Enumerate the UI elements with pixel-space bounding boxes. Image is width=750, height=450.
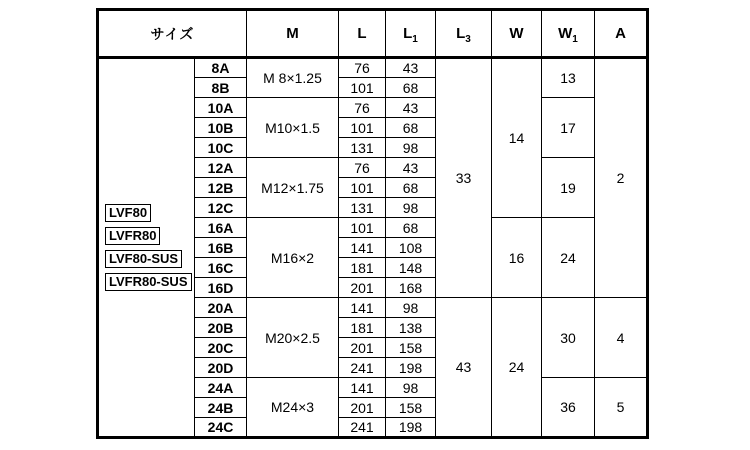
spec-table xyxy=(96,8,649,439)
size-code-cell: 8B xyxy=(195,78,247,98)
l-value-cell: 131 xyxy=(339,138,386,158)
table-header xyxy=(98,10,648,58)
size-code-cell: 10C xyxy=(195,138,247,158)
size-code-cell: 20B xyxy=(195,318,247,338)
size-code-cell: 20A xyxy=(195,298,247,318)
l1-value-cell: 158 xyxy=(386,398,436,418)
thread-spec-cell: M20×2.5 xyxy=(247,298,339,378)
product-series-badge: LVF80 xyxy=(105,204,151,222)
w-value-cell: 14 xyxy=(492,58,542,218)
l1-value-cell: 68 xyxy=(386,178,436,198)
size-code-cell: 24A xyxy=(195,378,247,398)
w1-value-cell: 13 xyxy=(542,58,595,98)
spec-table-wrapper xyxy=(96,8,649,439)
size-code-cell: 16D xyxy=(195,278,247,298)
w1-value-cell: 36 xyxy=(542,378,595,438)
l1-value-cell: 148 xyxy=(386,258,436,278)
size-code-cell: 10B xyxy=(195,118,247,138)
l-value-cell: 131 xyxy=(339,198,386,218)
a-value-cell: 5 xyxy=(595,378,648,438)
l1-value-cell: 98 xyxy=(386,298,436,318)
w-value-cell: 24 xyxy=(492,298,542,438)
w1-value-cell: 17 xyxy=(542,98,595,158)
l1-value-cell: 138 xyxy=(386,318,436,338)
size-code-cell: 12A xyxy=(195,158,247,178)
a-value-cell: 2 xyxy=(595,58,648,298)
size-code-cell: 20C xyxy=(195,338,247,358)
l-value-cell: 76 xyxy=(339,58,386,78)
product-series-list xyxy=(99,204,194,291)
column-header-l3: $L_3$ xyxy=(436,10,492,58)
column-header-w1: $W_1$ xyxy=(542,10,595,58)
l-value-cell: 76 xyxy=(339,158,386,178)
size-code-cell: 12C xyxy=(195,198,247,218)
l1-value-cell: 68 xyxy=(386,78,436,98)
size-code-cell: 24C xyxy=(195,418,247,438)
l1-value-cell: 198 xyxy=(386,418,436,438)
column-header-l: L xyxy=(339,10,386,58)
l-value-cell: 181 xyxy=(339,258,386,278)
a-value-cell: 4 xyxy=(595,298,648,378)
l-value-cell: 201 xyxy=(339,398,386,418)
column-header-l1: $L_1$ xyxy=(386,10,436,58)
l-value-cell: 141 xyxy=(339,298,386,318)
l1-value-cell: 43 xyxy=(386,158,436,178)
table-row xyxy=(98,58,648,78)
w1-value-cell: 19 xyxy=(542,158,595,218)
l1-value-cell: 43 xyxy=(386,58,436,78)
size-code-cell: 20D xyxy=(195,358,247,378)
header-row xyxy=(98,10,648,58)
size-code-cell: 16A xyxy=(195,218,247,238)
thread-spec-cell: M10×1.5 xyxy=(247,98,339,158)
w1-value-cell: 24 xyxy=(542,218,595,298)
thread-spec-cell: M 8×1.25 xyxy=(247,58,339,98)
thread-spec-cell: M12×1.75 xyxy=(247,158,339,218)
l1-value-cell: 108 xyxy=(386,238,436,258)
l-value-cell: 101 xyxy=(339,218,386,238)
l-value-cell: 241 xyxy=(339,358,386,378)
size-code-cell: 16C xyxy=(195,258,247,278)
column-header-m: M xyxy=(247,10,339,58)
column-header-a: A xyxy=(595,10,648,58)
l-value-cell: 201 xyxy=(339,338,386,358)
product-series-badge: LVFR80-SUS xyxy=(105,273,192,291)
l-value-cell: 141 xyxy=(339,238,386,258)
l-value-cell: 201 xyxy=(339,278,386,298)
column-header-w1-subscript: 1 xyxy=(572,34,578,45)
l3-value-cell: 33 xyxy=(436,58,492,298)
l1-value-cell: 168 xyxy=(386,278,436,298)
l-value-cell: 101 xyxy=(339,178,386,198)
size-code-cell: 24B xyxy=(195,398,247,418)
l1-value-cell: 158 xyxy=(386,338,436,358)
l1-value-cell: 98 xyxy=(386,138,436,158)
product-series-badge: LVF80-SUS xyxy=(105,250,182,268)
l1-value-cell: 198 xyxy=(386,358,436,378)
l1-value-cell: 68 xyxy=(386,218,436,238)
column-header-size: サイズ xyxy=(98,10,247,58)
l1-value-cell: 98 xyxy=(386,198,436,218)
column-header-l1-subscript: 1 xyxy=(412,34,418,45)
size-code-cell: 16B xyxy=(195,238,247,258)
w-value-cell: 16 xyxy=(492,218,542,298)
thread-spec-cell: M24×3 xyxy=(247,378,339,438)
l-value-cell: 241 xyxy=(339,418,386,438)
l-value-cell: 141 xyxy=(339,378,386,398)
l3-value-cell: 43 xyxy=(436,298,492,438)
l1-value-cell: 43 xyxy=(386,98,436,118)
thread-spec-cell: M16×2 xyxy=(247,218,339,298)
l1-value-cell: 68 xyxy=(386,118,436,138)
l-value-cell: 76 xyxy=(339,98,386,118)
w1-value-cell: 30 xyxy=(542,298,595,378)
product-series-cell xyxy=(98,58,195,438)
table-body xyxy=(98,58,648,438)
size-code-cell: 8A xyxy=(195,58,247,78)
product-series-badge: LVFR80 xyxy=(105,227,160,245)
size-code-cell: 10A xyxy=(195,98,247,118)
column-header-l3-subscript: 3 xyxy=(465,34,471,45)
l-value-cell: 101 xyxy=(339,78,386,98)
column-header-w: W xyxy=(492,10,542,58)
l1-value-cell: 98 xyxy=(386,378,436,398)
l-value-cell: 101 xyxy=(339,118,386,138)
size-code-cell: 12B xyxy=(195,178,247,198)
l-value-cell: 181 xyxy=(339,318,386,338)
